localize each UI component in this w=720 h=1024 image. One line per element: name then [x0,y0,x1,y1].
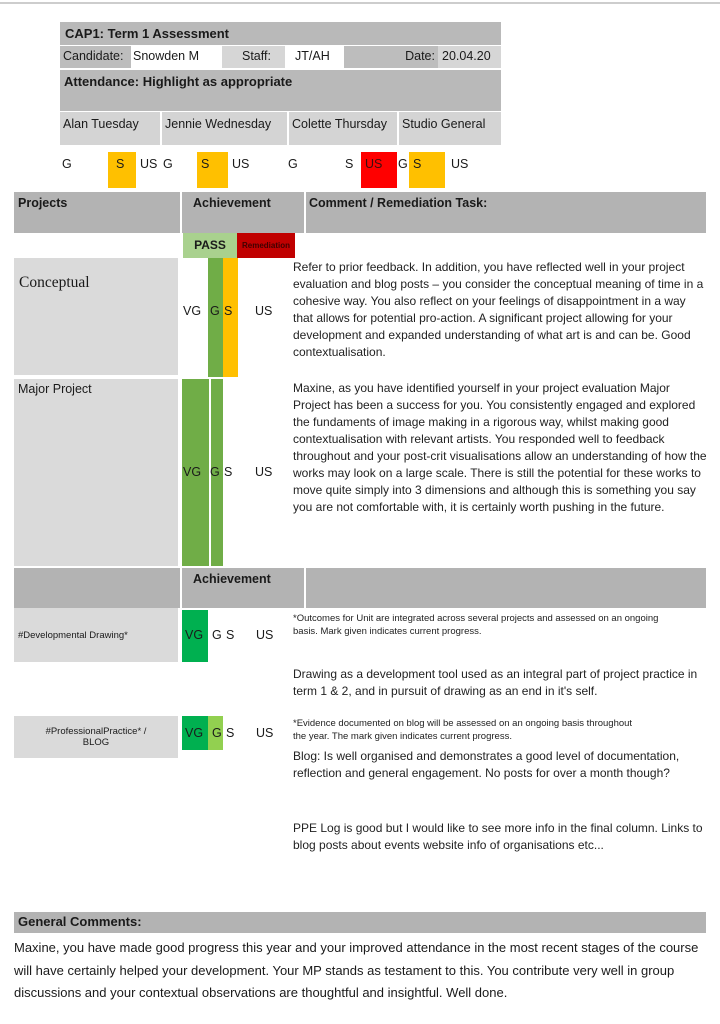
day-header-jennie-wednesday: Jennie Wednesday [162,112,287,145]
candidate-label: Candidate: [60,46,131,68]
column-header-comment: Comment / Remediation Task: [306,192,706,233]
grade-letter-us[interactable]: US [451,157,469,171]
grade-letter-s[interactable]: S [226,628,235,642]
project-name-conceptual: Conceptual [14,258,178,375]
grade-letter-vg[interactable]: VG [185,628,204,642]
grade-letter-us[interactable]: US [255,304,273,318]
comment-blog[interactable]: Blog: Is well organised and demonstrates a good level of documentation, reflection and general engagement. No posts for over a month though? [293,749,680,780]
grade-letter-us[interactable]: US [365,157,383,171]
grade-letter-s[interactable]: S [116,157,125,171]
units-table-header [14,568,706,608]
note-professional-practice: *Evidence documented on blog will be assessed on an ongoing basis throughout the year. The mark given indicates current progress. [293,718,633,742]
staff-label: Staff: [222,46,285,68]
units-header-left-cell [14,568,180,608]
general-comments-body[interactable]: Maxine, you have made good progress this year and your improved attendance in the most recent stages of the course will have certainly helped your development. Your MP stands as testament to this. You contribute very well in group discussions and your contextual observations are thoughtful and insightful. Well done. [14,940,699,1000]
pass-key-badge: PASS [183,233,237,258]
grade-letter-s[interactable]: S [413,157,422,171]
grade-letter-vg[interactable]: VG [185,726,204,740]
comment-conceptual[interactable]: Refer to prior feedback. In addition, you have reflected well in your project evaluation and blog posts – you consider the conceptual meaning of time in a cohesive way. You also reflect on your feelings of disappointment in a way that allows for potential pro-action. A significant project allowing for your development and expanded understanding of what art is and can be. Good contextualisation. [293,260,704,359]
date-label: Date: [344,46,438,68]
grade-letter-g[interactable]: G [212,628,222,642]
grade-letter-g[interactable]: G [288,157,298,171]
day-header-colette-thursday: Colette Thursday [289,112,397,145]
staff-value-field[interactable]: JT/AH [285,46,344,68]
grade-letter-g[interactable]: G [163,157,173,171]
grade-letter-us[interactable]: US [232,157,250,171]
grade-letter-g[interactable]: G [398,157,408,171]
note-developmental-drawing: *Outcomes for Unit are integrated across several projects and assessed on an ongoing basis. Mark given indicates current progress. [293,613,659,637]
attendance-section-title: Attendance: Highlight as appropriate [60,70,501,111]
comment-ppe-log[interactable]: PPE Log is good but I would like to see more info in the final column. Links to blog posts about events website info of organisations etc... [293,821,703,852]
grade-letter-us[interactable]: US [256,628,274,642]
grade-letter-s[interactable]: S [201,157,210,171]
day-header-alan-tuesday: Alan Tuesday [60,112,160,145]
grade-letter-s[interactable]: S [345,157,354,171]
unit-name-developmental-drawing: #Developmental Drawing* [14,608,178,662]
unit-name-line2: BLOG [82,737,110,748]
grade-letter-g[interactable]: G [210,465,220,479]
form-title: CAP1: Term 1 Assessment [60,22,501,45]
grade-letter-us[interactable]: US [140,157,158,171]
date-value-field[interactable]: 20.04.20 [438,46,501,68]
unit-name-professional-practice-blog [14,716,178,758]
column-header-achievement: Achievement [182,568,304,608]
project-name-major-project: Major Project [14,379,178,566]
projects-table-header [14,192,706,233]
candidate-value-field[interactable]: Snowden M [131,46,222,68]
grade-letter-vg[interactable]: VG [183,304,202,318]
unit-name-line1: #ProfessionalPractice* / [45,726,147,737]
grade-letter-us[interactable]: US [256,726,274,740]
general-comments-title: General Comments: [14,912,706,933]
column-header-projects: Projects [14,192,180,233]
remediation-key-badge: Remediation [237,233,295,258]
grade-letter-g[interactable]: G [210,304,220,318]
grade-letter-s[interactable]: S [224,465,233,479]
grade-letter-s[interactable]: S [226,726,235,740]
comment-drawing[interactable]: Drawing as a development tool used as an integral part of project practice in term 1 & 2, and in pursuit of drawing as an end in it's self. [293,667,698,698]
grade-letter-g[interactable]: G [212,726,222,740]
grade-letter-us[interactable]: US [255,465,273,479]
grade-letter-g[interactable]: G [62,157,72,171]
page-top-divider [0,2,720,4]
units-header-right-cell [306,568,706,608]
comment-major-project[interactable]: Maxine, as you have identified yourself in your project evaluation Major Project has been a success for you. You consistently engaged and explored the fundaments of image making in a rigorous way, whilst making good contextualisation with relevant artists. You responded well to feedback throughout and your post-crit visualisations allow an understanding of how the works may look on a large scale. There is still the potential for these works to move quite simply into 3 dimensions and although this is something you say you are not comfortable with, it is certainly worth pushing in the future. [293,381,707,514]
grade-letter-vg[interactable]: VG [183,465,202,479]
grade-letter-s[interactable]: S [224,304,233,318]
day-header-studio-general: Studio General [399,112,501,145]
column-header-achievement: Achievement [182,192,304,233]
